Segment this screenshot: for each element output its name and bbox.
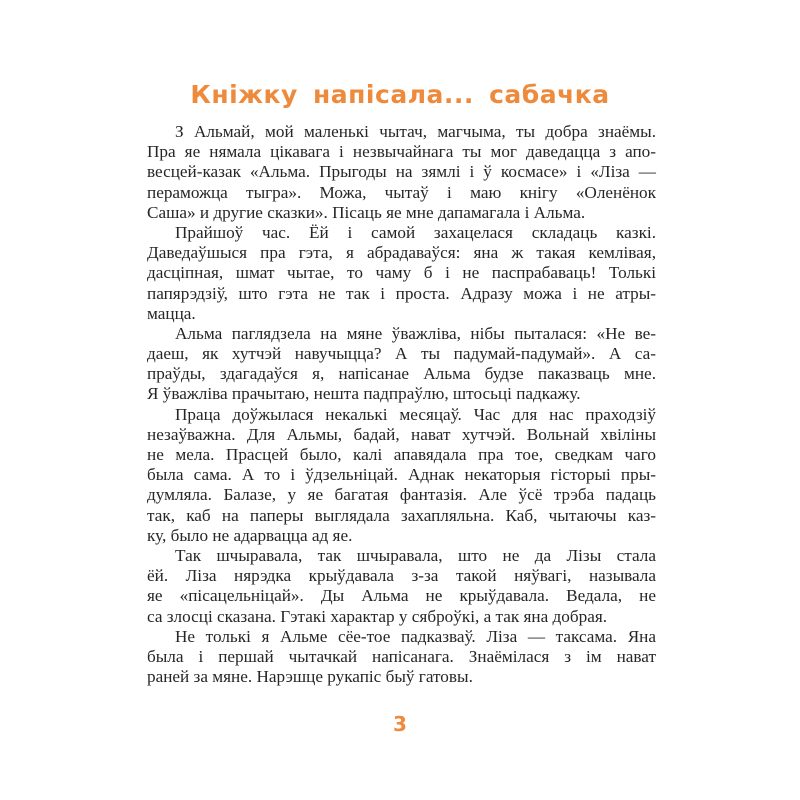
text-line: Даведаўшыся пра гэта, я абрадаваўся: яна ж такая кемлівая,: [147, 243, 656, 263]
text-line: Альма паглядзела на мяне ўважліва, нібы пыталася: «Не ве-: [175, 323, 656, 343]
text-line: Прайшоў час. Ёй і самой захацелася складаць казкі.: [175, 222, 656, 242]
text-line: была і першай чытачкай напісанага. Знаёмілася з ім нават: [147, 646, 656, 666]
text-line: раней за мяне. Нарэшце рукапіс быў гатовы.: [147, 667, 473, 687]
text-line: Не толькі я Альме сёе-тое падказваў. Ліза — таксама. Яна: [175, 626, 656, 646]
text-line: ку, было не адарвацца ад яе.: [147, 525, 353, 545]
text-line: З Альмай, мой маленькі чытач, магчыма, ты добра знаёмы.: [175, 122, 656, 141]
paragraph: [147, 405, 656, 546]
text-line: Я ўважліва прачытаю, нешта падпраўлю, штосьці падкажу.: [147, 384, 581, 404]
text-line: Так шчыравала, так шчыравала, што не да Лізы стала: [175, 545, 656, 565]
text-line: весцей-казак «Альма. Прыгоды на зямлі і ў космасе» і «Ліза —: [147, 162, 656, 182]
text-line: папярэдзіў, што гэта не так і проста. Адразу можа і не атры-: [147, 283, 656, 303]
paragraph: [147, 324, 656, 405]
paragraph: [147, 223, 656, 324]
text-line: яе «пісацельніцай». Ды Альма не крыўдавала. Ведала, не: [147, 586, 656, 606]
page-title: Кніжку напісала... сабачка: [190, 80, 610, 109]
text-line: даеш, як хутчэй навучыцца? А ты падумай-падумай». А са-: [147, 344, 656, 364]
text-line: са злосці сказана. Гэтакі характар у сяброўкі, а так яна добрая.: [147, 606, 608, 626]
paragraph: [147, 627, 656, 688]
text-line: мацца.: [147, 303, 196, 323]
paragraph: [147, 546, 656, 627]
page-number: 3: [393, 712, 407, 736]
text-line: незаўважна. Для Альмы, бадай, нават хутчэй. Вольнай хвіліны: [147, 424, 656, 444]
body-text: [147, 122, 656, 687]
text-line: так, каб на паперы выглядала захапляльна. Каб, чытаючы каз-: [147, 505, 656, 525]
text-line: Пра яе нямала цікавага і незвычайнага ты мог даведацца з апо-: [147, 142, 656, 162]
text-line: праўды, здагадаўся я, напісанае Альма будзе паказваць мне.: [147, 364, 656, 384]
text-line: ёй. Ліза нярэдка крыўдавала з-за такой няўвагі, называла: [147, 566, 656, 586]
text-line: не мела. Прасцей было, калі апавядала пра тое, сведкам чаго: [147, 445, 656, 464]
text-line: Праца доўжылася некалькі месяцаў. Час для нас праходзіў: [175, 404, 656, 424]
text-line: думляла. Балазе, у яе багатая фантазія. Але ўсё трэба падаць: [147, 485, 656, 505]
text-line: дасціпная, шмат чытае, то чаму б і не паспрабаваць! Толькі: [147, 263, 656, 283]
text-line: была сама. А то і ўдзельніцай. Аднак некаторыя гісторыі пры-: [147, 465, 656, 485]
text-line: Саша» и другие сказки». Пісаць яе мне дапамагала і Альма.: [147, 202, 586, 222]
paragraph: [147, 122, 656, 223]
text-line: пераможца тыгра». Можа, чытаў і маю кнігу «Оленёнок: [147, 182, 656, 202]
